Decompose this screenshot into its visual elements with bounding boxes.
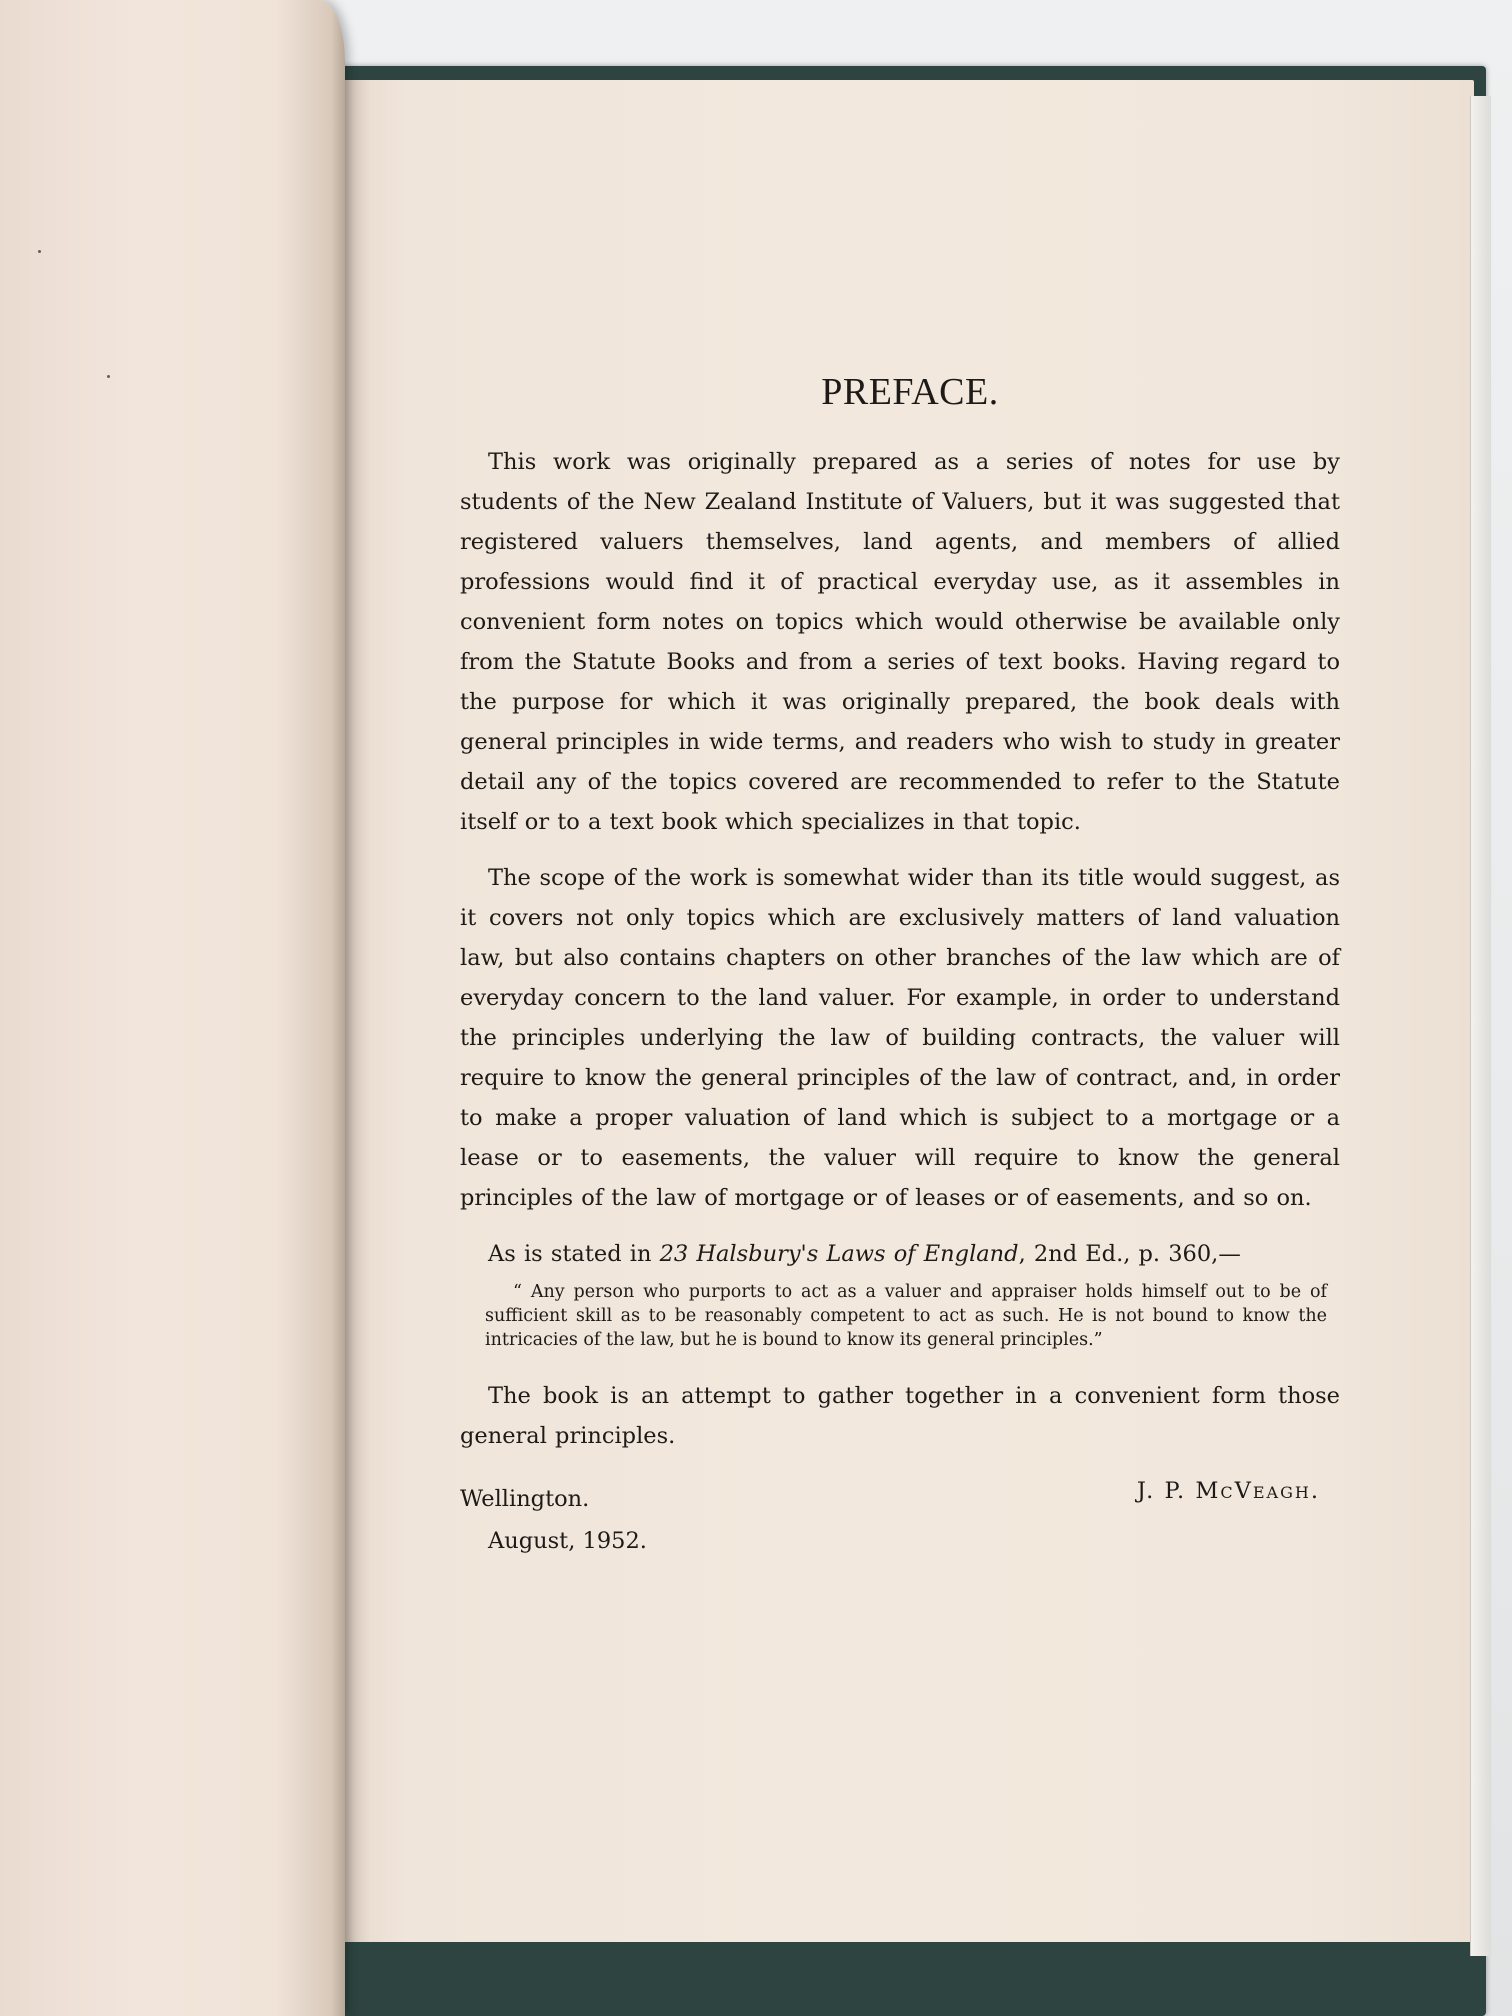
citation-tail: , 2nd Ed., p. 360,— [1018,1241,1241,1267]
signoff-place: Wellington. [460,1486,590,1512]
citation-line [460,1234,1340,1274]
paper-speck [38,250,41,253]
paper-speck [107,375,110,378]
block-quote: “ Any person who purports to act as a valuer and appraiser holds himself out to be of sufficient skill as to be reasonably competent to act as such. He is not bound to know the intricacies of the law, but he is bound to know its general principles.” [485,1282,1327,1350]
signoff-date: August, 1952. [488,1528,647,1554]
preface-text [460,370,1340,1576]
citation-lead: As is stated in [488,1241,660,1267]
page-edges [1470,96,1491,1956]
preface-paragraph-2: The scope of the work is somewhat wider than its title would suggest, as it covers not only topics which are exclusively matters of land valuation law, but also contains chapters on other branches of the law which are of everyday concern to the land valuer. For example, in order to understand the principles underlying the law of building contracts, the valuer will require to know the general principles of the law of contract, and, in order to make a proper valuation of land which is subject to a mortgage or a lease or to easements, the valuer will require to know the general principles of the law of mortgage or of leases or of easements, and so on. [460,865,1340,1211]
preface-paragraph-1: This work was originally prepared as a series of notes for use by students of the New Zealand Institute of Valuers, but it was suggested that registered valuers themselves, land agents, and members of allied professions would find it of practical everyday use, as it assembles in convenient form notes on topics which would otherwise be available only from the Statute Books and from a series of text books. Having regard to the purpose for which it was originally prepared, the book deals with general principles in wide terms, and readers who wish to study in greater detail any of the topics covered are recommended to refer to the Statute itself or to a text book which specializes in that topic. [460,449,1340,835]
signoff [460,1478,1340,1576]
citation-source: 23 Halsbury's Laws of England [659,1241,1019,1267]
signoff-author: J. P. McVeagh. [1136,1478,1320,1504]
page-title: PREFACE. [821,371,999,413]
preface-paragraph-3: The book is an attempt to gather together in a convenient form those general principles. [460,1383,1340,1449]
left-page [0,0,345,2016]
